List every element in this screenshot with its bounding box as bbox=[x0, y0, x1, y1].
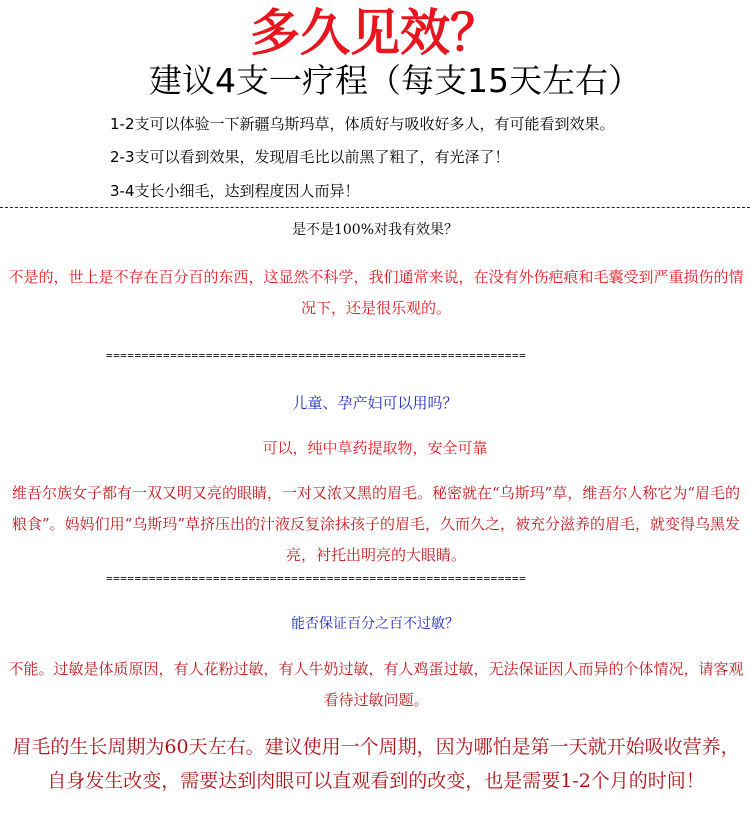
faq2-answer: 可以，纯中草药提取物，安全可靠 bbox=[262, 439, 488, 457]
page-title: 多久见效？ bbox=[250, 3, 500, 62]
equals-divider-1: =========================================================== bbox=[106, 349, 527, 362]
page-subtitle: 建议4支一疗程（每支15天左右） bbox=[149, 61, 641, 100]
faq3-question: 能否保证百分之百不过敏？ bbox=[291, 616, 459, 632]
faq1-question: 是不是100%对我有效果？ bbox=[291, 222, 459, 238]
faq2-question: 儿童、孕产妇可以用吗？ bbox=[292, 394, 458, 412]
faq1-answer: 不是的，世上是不存在百分百的东西，这显然不科学，我们通常来说，在没有外伤疤痕和毛囊受到严重损伤的情况下，还是很乐观的。 bbox=[8, 268, 744, 317]
course-line-3: 3-4支长小细毛，达到程度因人而异！ bbox=[110, 182, 360, 200]
closing-note: 眉毛的生长周期为60天左右。建议使用一个周期，因为哪怕是第一天就开始吸收营养，自身发生改变，需要达到肉眼可以直观看到的改变，也是需要1-2个月的时间！ bbox=[12, 736, 740, 792]
faq2-story: 维吾尔族女子都有一双又明又亮的眼睛，一对又浓又黑的眉毛。秘密就在“乌斯玛”草，维吾尔人称它为“眉毛的粮食”。妈妈们用“乌斯玛”草挤压出的汁液反复涂抹孩子的眉毛，久而久之，被充分滋养的眉毛，就变得乌黑发亮，衬托出明亮的大眼睛。 bbox=[11, 484, 740, 564]
equals-divider-2: =========================================================== bbox=[106, 572, 527, 585]
faq3-answer: 不能。过敏是体质原因，有人花粉过敏，有人牛奶过敏，有人鸡蛋过敏，无法保证因人而异的个体情况，请客观看待过敏问题。 bbox=[8, 660, 744, 709]
course-line-1: 1-2支可以体验一下新疆乌斯玛草，体质好与吸收好多人，有可能看到效果。 bbox=[110, 115, 615, 133]
course-line-2: 2-3支可以看到效果，发现眉毛比以前黑了粗了，有光泽了！ bbox=[110, 148, 510, 166]
dashed-divider bbox=[0, 207, 750, 208]
